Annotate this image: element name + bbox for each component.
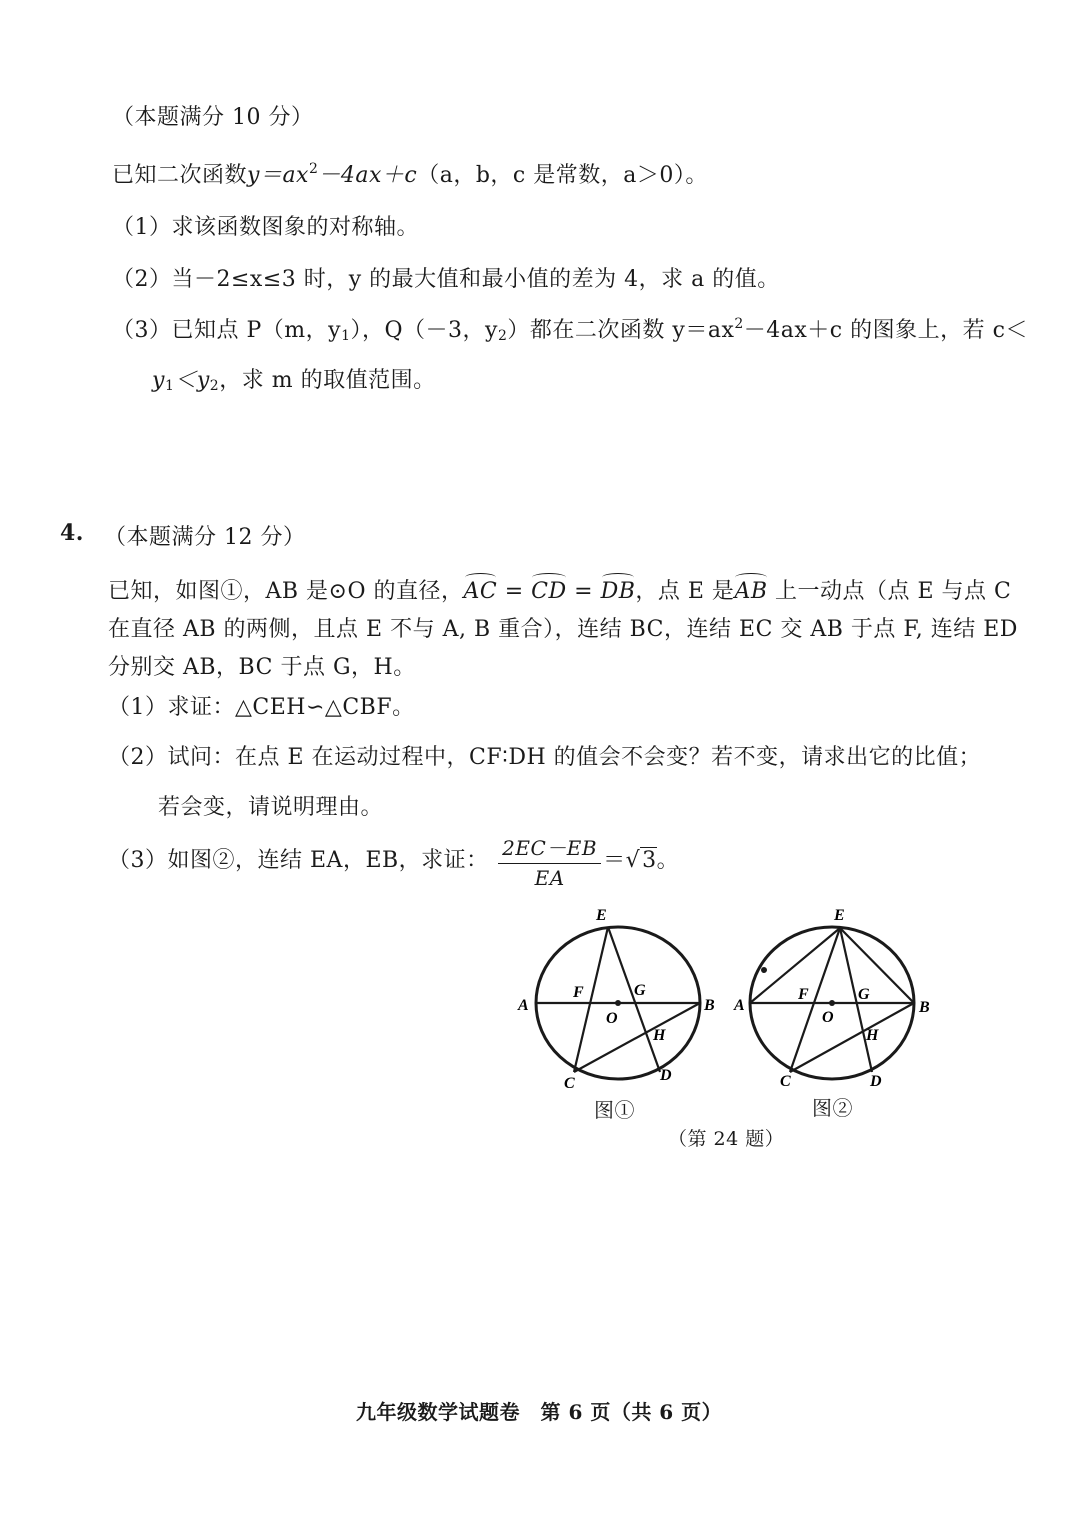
label-d-2: D (870, 1073, 882, 1090)
arc-cd: CD (531, 579, 567, 604)
q23-header: （本题满分 10 分） (112, 105, 314, 130)
figure-2-caption: 图② (812, 1096, 853, 1120)
label-h: H (653, 1027, 666, 1044)
arc-ac: AC (463, 579, 498, 604)
label-f: F (573, 984, 584, 1001)
segment-bc-2 (790, 1003, 914, 1072)
center-o (615, 1000, 621, 1006)
q24-number: 4. (60, 520, 84, 546)
figure-title: （第 24 题） (668, 1128, 785, 1150)
figure-1-caption: 图① (594, 1098, 635, 1122)
label-g: G (634, 982, 646, 999)
label-e-2: E (834, 907, 845, 924)
label-b-2: B (919, 999, 930, 1016)
figure-2 (732, 900, 942, 1100)
q24-part2: （2）试问：在点 E 在运动过程中，CF∶DH 的值会不会变？若不变，请求出它的比值； (108, 745, 982, 770)
fraction-numerator: 2EC－EB (498, 832, 601, 864)
q23-part2: （2）当－2≤x≤3 时，y 的最大值和最小值的差为 4，求 a 的值。 (112, 267, 780, 292)
fraction-denominator: EA (534, 866, 565, 890)
q24-line2: 在直径 AB 的两侧，且点 E 不与 A, B 重合），连结 BC，连结 EC 交 AB 于点 F, 连结 ED (108, 617, 1018, 642)
sqrt-3: √3 (625, 848, 657, 873)
label-o: O (606, 1010, 618, 1027)
q24-part3: （3）如图②，连结 EA，EB，求证： $\frac{2EC-EB}{EA}$ ＝√3。 (108, 832, 679, 890)
q23-part1: （1）求该函数图象的对称轴。 (112, 215, 419, 240)
q23-intro: 已知二次函数$y=ax^2-4ax+c(a$，b，c 是常数，a＞0）。 (112, 161, 708, 188)
figure-1 (510, 900, 730, 1100)
label-g-2: G (858, 986, 870, 1003)
segment-bc (574, 1003, 700, 1072)
label-h-2: H (866, 1027, 879, 1044)
label-d: D (660, 1067, 672, 1084)
center-o-2 (829, 1000, 835, 1006)
label-b: B (704, 997, 715, 1014)
q24-line1: 已知，如图①，AB 是⊙O 的直径，AC = CD = DB，点 E 是AB 上一动点（点 E 与点 C (108, 579, 1012, 604)
label-a-2: A (734, 997, 745, 1014)
label-c: C (564, 1075, 575, 1092)
arc-ab: AB (734, 579, 768, 604)
label-o-2: O (822, 1009, 834, 1026)
fraction (498, 832, 601, 890)
page-footer: 九年级数学试题卷 第 6 页（共 6 页） (356, 1400, 723, 1424)
label-f-2: F (798, 986, 809, 1003)
q24-line3: 分别交 AB，BC 于点 G，H。 (108, 655, 416, 680)
label-e: E (596, 907, 607, 924)
q24-part1: （1）求证：△CEH∽△CBF。 (108, 695, 415, 720)
label-a: A (518, 997, 529, 1014)
arc-db: DB (600, 579, 636, 604)
q24-header: （本题满分 12 分） (104, 525, 306, 550)
dot-2 (761, 967, 767, 973)
label-c-2: C (780, 1073, 791, 1090)
q24-part2-cont: 若会变，请说明理由。 (158, 795, 384, 820)
q23-part3: （3）已知点 P（m，$y_1$），Q（－3，$y_2$）都在二次函数 $y=ax^2-4ax+c$ 的图象上，若 c＜ (112, 316, 1028, 344)
q23-part3-cont: $y_1<y_2$，求 m 的取值范围。 (152, 368, 436, 394)
